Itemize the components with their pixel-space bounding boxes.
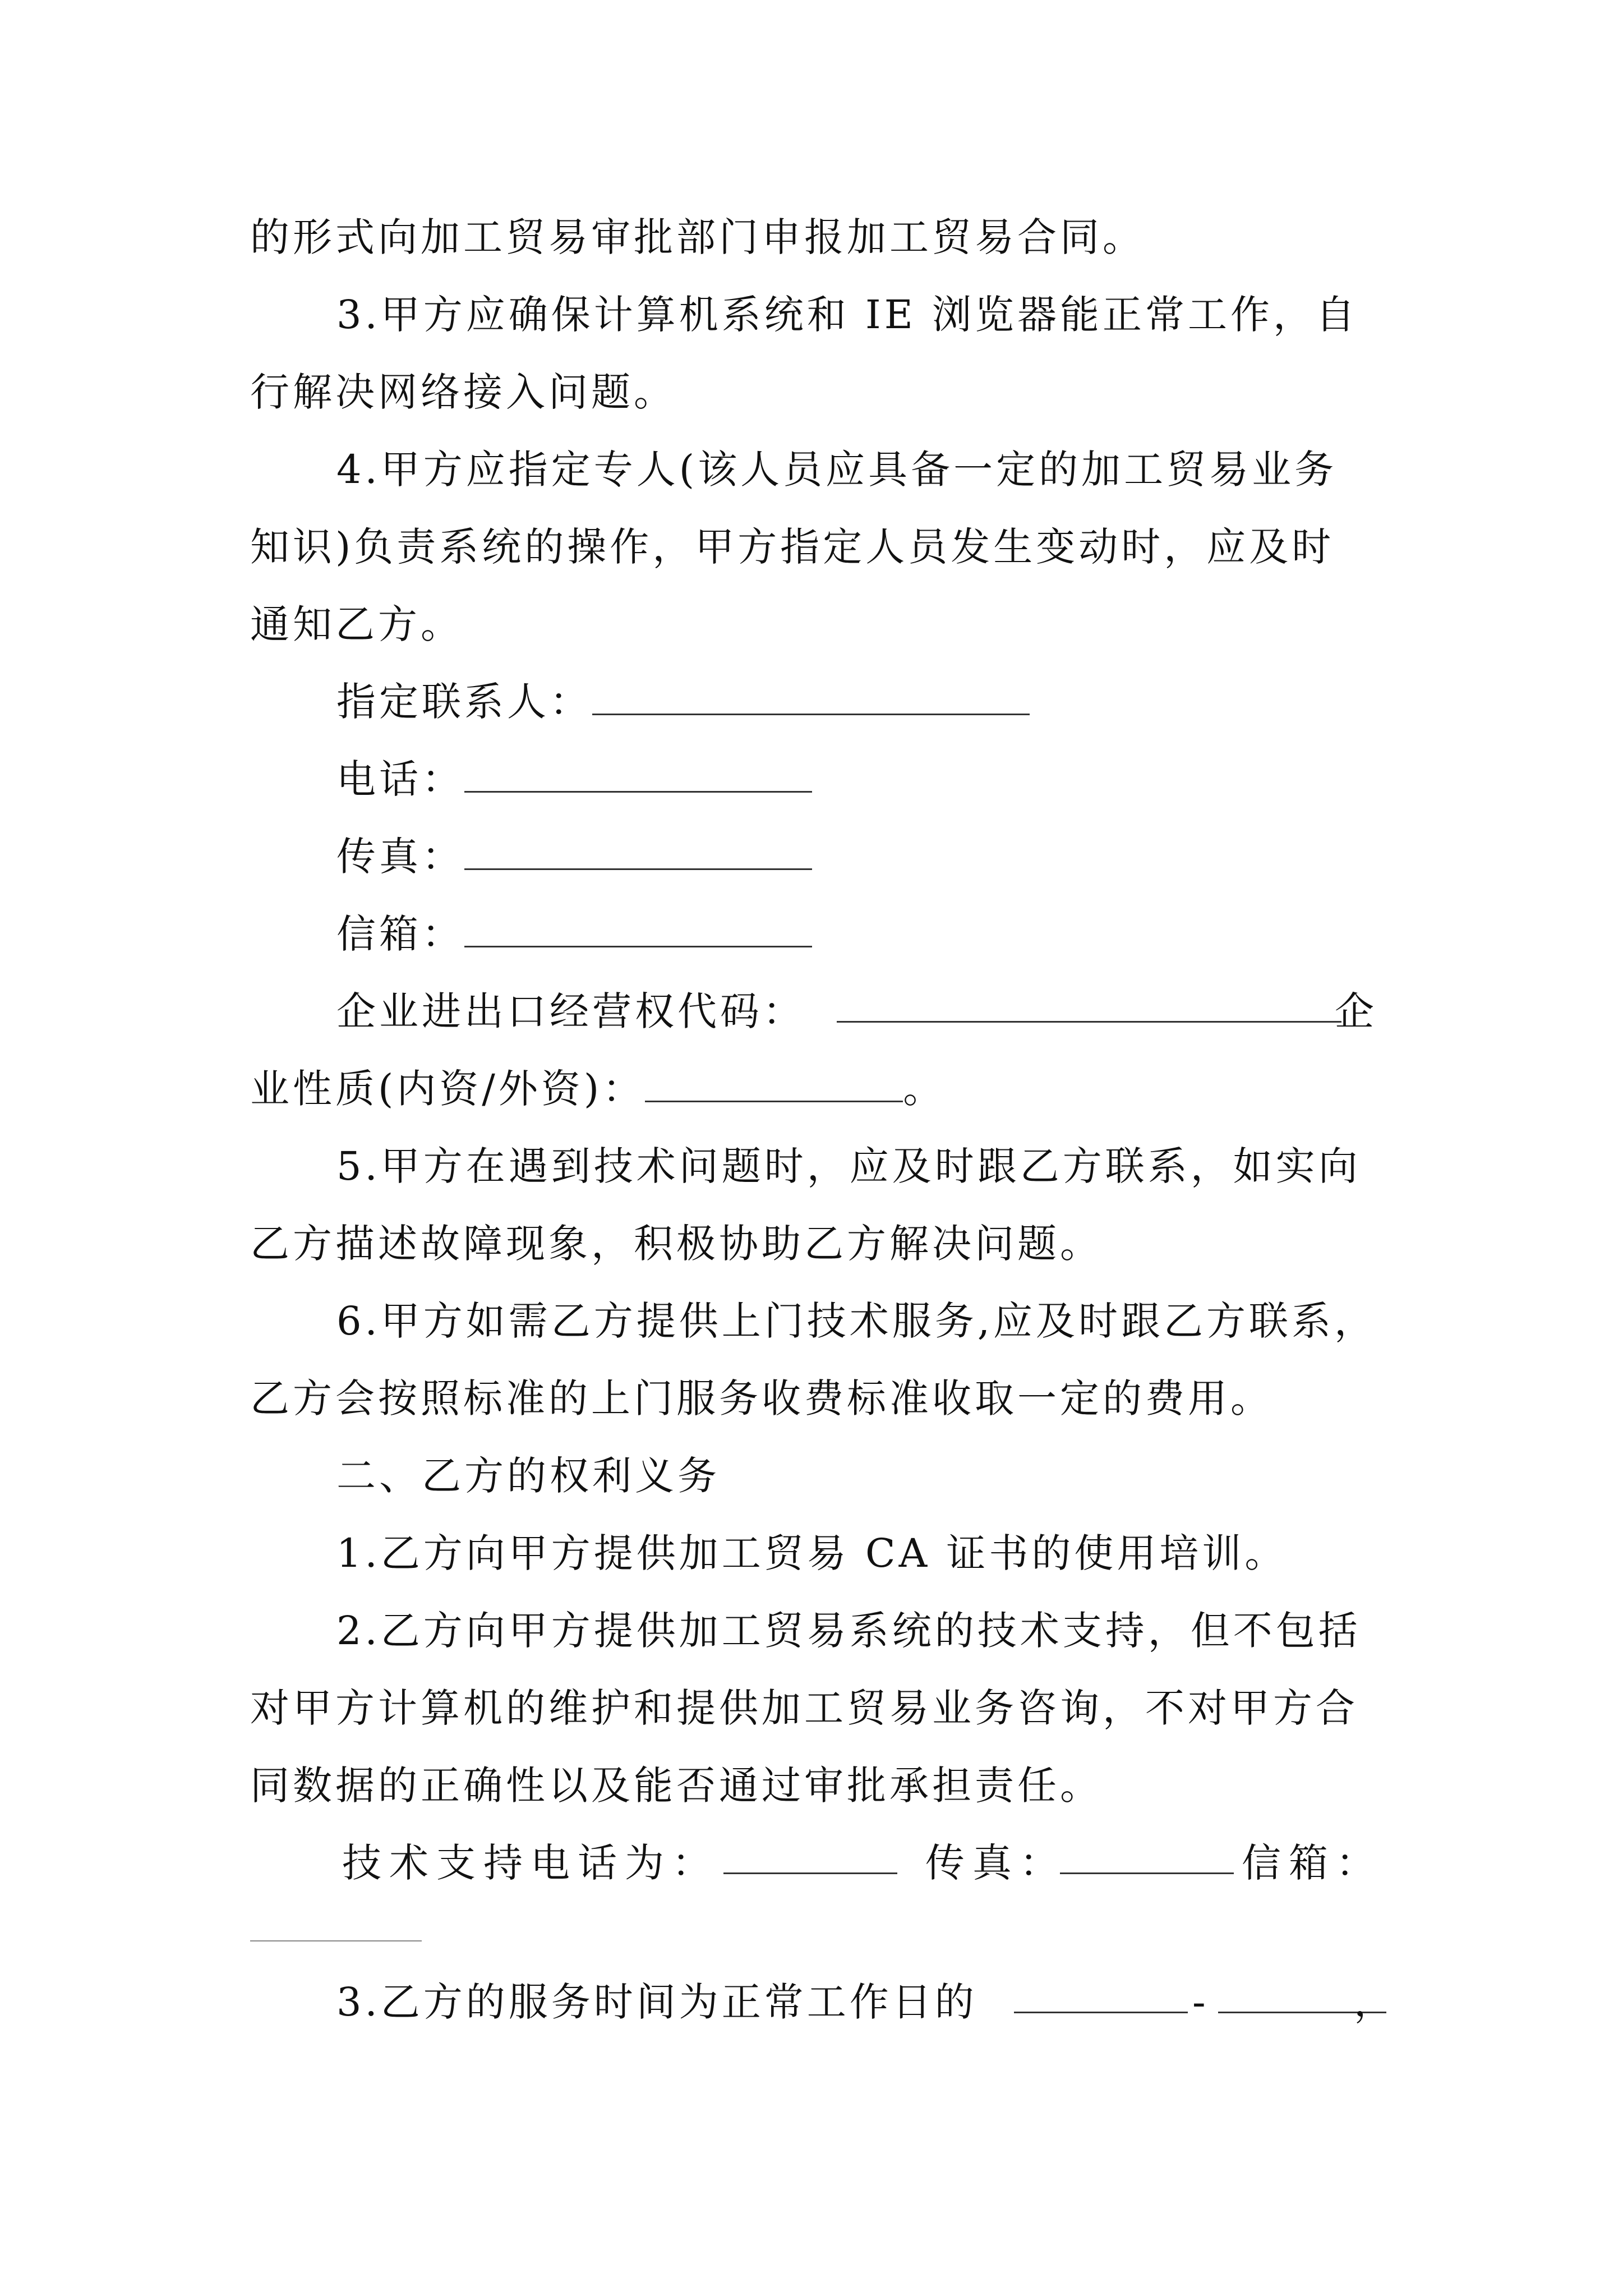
contact-person-label: 指定联系人： [336,679,592,725]
clause-4-line-1: 4.甲方应指定专人(该人员应具备一定的加工贸易业务 [336,447,1338,493]
support-email-label: 信箱： [1242,1840,1383,1886]
enterprise-code-tail: 企 [1335,988,1377,1034]
service-time-dash: - [1192,1979,1209,2025]
clause-5-line-1: 5.甲方在遇到技术问题时，应及时跟乙方联系，如实向 [336,1143,1361,1189]
fax-label: 传真： [336,834,464,880]
support-phone-label: 技术支持电话为： [342,1840,719,1886]
enterprise-nature-blank [645,1066,903,1102]
phone-label: 电话： [336,756,464,802]
section-2-clause-1: 1.乙方向甲方提供加工贸易 CA 证书的使用培训。 [336,1530,1288,1576]
enterprise-code-label: 企业进出口经营权代码： [336,988,805,1034]
section-2-clause-3 [336,1977,1396,2027]
clause-3-line-1: 3.甲方应确保计算机系统和 IE 浏览器能正常工作，自 [336,292,1359,338]
support-contact-row [342,1838,1383,1888]
paragraph-continuation: 的形式向加工贸易审批部门申报加工贸易合同。 [250,214,1145,260]
service-time-label: 3.乙方的服务时间为正常工作日的 [336,1979,978,2025]
clause-4-line-3: 通知乙方。 [250,601,463,647]
phone-row [336,754,812,804]
enterprise-nature-label: 业性质(内资/外资)： [250,1066,645,1112]
service-time-start-blank [1014,1977,1188,2013]
service-time-end-punct: ， [1354,1979,1396,2025]
support-fax-label: 传真： [925,1840,1067,1886]
phone-blank [464,756,812,793]
enterprise-nature-end: 。 [903,1066,946,1112]
email-blank [464,911,812,947]
clause-6-line-2: 乙方会按照标准的上门服务收费标准收取一定的费用。 [250,1375,1273,1421]
support-email-blank [250,1924,422,1941]
enterprise-code-blank [837,986,1341,1023]
email-label: 信箱： [336,911,464,957]
support-phone-blank [723,1838,897,1874]
support-email-row [250,1903,422,1953]
section-2-clause-2-line-1: 2.乙方向甲方提供加工贸易系统的技术支持，但不包括 [336,1608,1361,1654]
support-fax-blank [1060,1838,1234,1874]
enterprise-nature-row [250,1064,946,1114]
clause-5-line-2: 乙方描述故障现象，积极协助乙方解决问题。 [250,1221,1103,1267]
section-2-clause-2-line-2: 对甲方计算机的维护和提供加工贸易业务咨询，不对甲方合 [250,1685,1358,1731]
fax-row [336,831,812,882]
contact-person-blank [592,679,1030,715]
contact-person-row [336,677,1030,727]
clause-3-line-2: 行解决网络接入问题。 [250,369,676,415]
enterprise-code-row [336,986,1377,1037]
fax-blank [464,834,812,870]
clause-6-line-1: 6.甲方如需乙方提供上门技术服务,应及时跟乙方联系， [336,1298,1377,1344]
section-2-heading: 二、乙方的权利义务 [336,1453,720,1499]
clause-4-line-2: 知识)负责系统的操作，甲方指定人员发生变动时，应及时 [250,524,1335,570]
section-2-clause-2-line-3: 同数据的正确性以及能否通过审批承担责任。 [250,1763,1103,1809]
email-row [336,909,812,959]
